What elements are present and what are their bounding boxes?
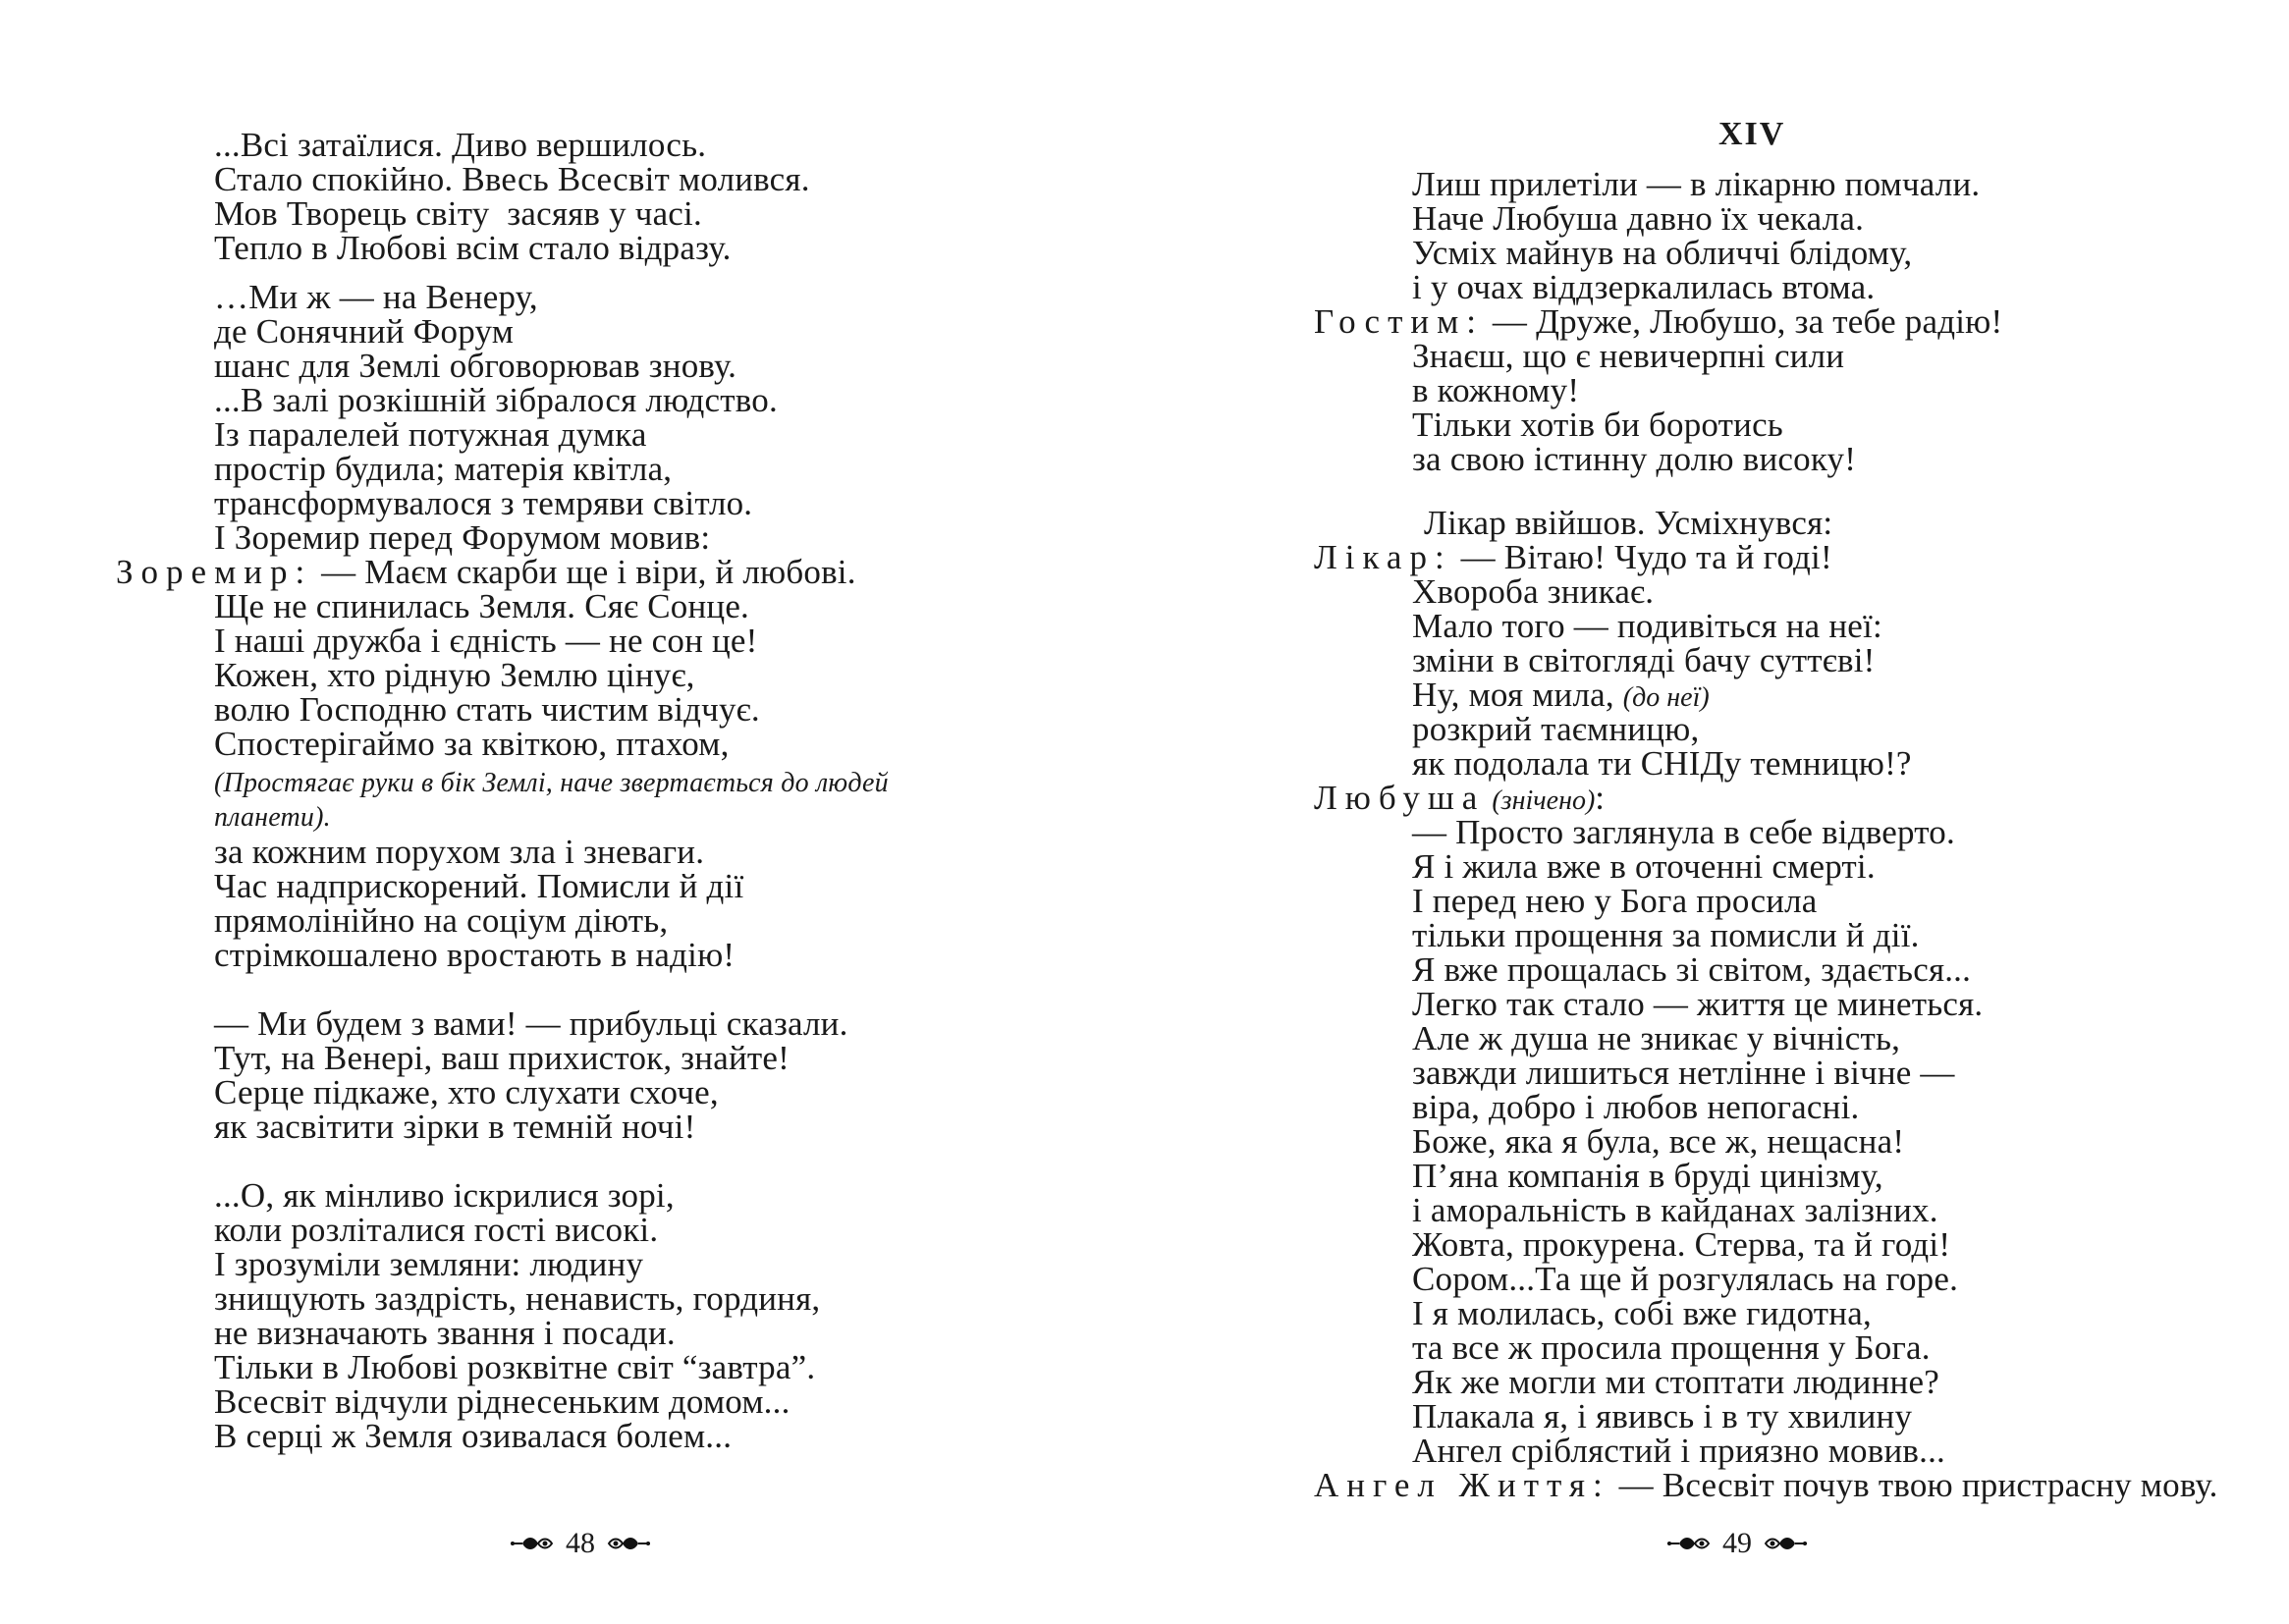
verse-line: Боже, яка я була, все ж, нещасна! [1412, 1122, 1905, 1161]
verse-line: І Зоремир перед Форумом мовив: [214, 518, 711, 557]
verse-line: Із паралелей потужная думка [214, 415, 647, 454]
verse-line: Але ж душа не зникає у вічність, [1412, 1019, 1901, 1057]
page-number [1665, 1527, 1809, 1560]
verse-line: ...О, як мінливо іскрилися зорі, [214, 1176, 675, 1215]
verse-line: віра, добро і любов непогасні. [1412, 1088, 1860, 1126]
page-number-text: 48 [566, 1527, 595, 1559]
verse-line: Я вже прощалась зі світом, здається... [1412, 950, 1972, 989]
verse-line: П’яна компанія в бруді цинізму, [1412, 1157, 1883, 1195]
stage-direction: (Простягає руки в бік Землі, наче звертається до людей [214, 768, 889, 798]
verse-line: Ще не спинилась Земля. Сяє Сонце. [214, 587, 749, 625]
verse-line: Сором...Та ще й розгулялась на горе. [1412, 1260, 1959, 1298]
ornament-right-icon [607, 1533, 652, 1554]
verse-line: Легко так стало — життя це минеться. [1412, 985, 1984, 1023]
verse-line: Плакала я, і явивсь і в ту хвилину [1412, 1397, 1913, 1435]
verse-line: — Просто заглянула в себе відверто. [1412, 813, 1955, 851]
speaker-name: Любуша [1314, 779, 1486, 817]
verse-line: Час надприскорений. Помисли й дії [214, 867, 744, 905]
verse-line: Тепло в Любові всім стало відразу. [214, 229, 732, 267]
speaker-name: Гостим: [1314, 302, 1484, 341]
verse-line: в кожному! [1412, 371, 1580, 409]
verse-line: …Ми ж — на Венеру, [214, 278, 538, 316]
verse-line: трансформувалося з темряви світло. [214, 484, 753, 522]
verse-line: Кожен, хто рідную Землю цінує, [214, 656, 695, 694]
verse-line: Всесвіт відчули ріднесеньким домом... [214, 1382, 790, 1421]
verse-line: прямолінійно на соціум діють, [214, 901, 669, 940]
page-number [509, 1527, 652, 1560]
verse-line: Мало того — подивіться на неї: [1412, 607, 1882, 645]
speaker-speech: — Всесвіт почув твою пристрасну мову. [1609, 1466, 2218, 1504]
stage-remark: (до неї) [1622, 682, 1710, 713]
verse-line: тільки прощення за помисли й дії. [1412, 916, 1920, 954]
verse-line: волю Господню стать чистим відчує. [214, 690, 760, 729]
verse-line: Тільки хотів би боротись [1412, 406, 1783, 444]
speaker-line [1314, 540, 1832, 575]
speaker-speech: — Вітаю! Чудо та й годі! [1451, 538, 1832, 576]
verse-line: за кожним порухом зла і зневаги. [214, 833, 705, 871]
verse-line: І перед нею у Бога просила [1412, 882, 1818, 920]
verse-line: Знаєш, що є невичерпні сили [1412, 337, 1845, 375]
verse-line: Мов Творець світу засяяв у часі. [214, 194, 702, 233]
page-number-text: 49 [1722, 1527, 1752, 1559]
verse-line: Тільки в Любові розквітне світ “завтра”. [214, 1348, 816, 1386]
chapter-heading: XIV [1718, 116, 1786, 152]
verse-line: Я і жила вже в оточенні смерті. [1412, 847, 1876, 886]
verse-line: В серці ж Земля озивалася болем... [214, 1417, 733, 1455]
verse-line: простір будила; матерія квітла, [214, 450, 673, 488]
verse-line: знищують заздрість, ненависть, гординя, [214, 1279, 821, 1318]
verse-line: І наші дружба і єдність — не сон це! [214, 622, 758, 660]
verse-line: Серце підкаже, хто слухати схоче, [214, 1073, 719, 1111]
speaker-name: Ангел Життя: [1314, 1466, 1610, 1504]
verse-line: як подолала ти СНІДу темницю!? [1412, 744, 1912, 783]
verse-line: Лиш прилетіли — в лікарню помчали. [1412, 165, 1981, 203]
verse-line: зміни в світогляді бачу суттєві! [1412, 641, 1876, 679]
verse-line: Стало спокійно. Ввесь Всесвіт молився. [214, 160, 810, 198]
verse-line: шанс для Землі обговорював знову. [214, 347, 737, 385]
verse-text: Ну, моя мила, [1412, 676, 1623, 714]
verse-line: Хвороба зникає. [1412, 572, 1655, 611]
ornament-left-icon [509, 1533, 554, 1554]
verse-line: коли розліталися гості високі. [214, 1211, 659, 1249]
speaker-name: Лікар: [1314, 538, 1452, 576]
verse-line: де Сонячний Форум [214, 312, 515, 351]
verse-line: стрімкошалено вростають в надію! [214, 936, 736, 974]
verse-line: І зрозуміли земляни: людину [214, 1245, 644, 1283]
ornament-right-icon [1764, 1533, 1809, 1554]
stage-direction: планети). [214, 802, 331, 833]
verse-line: завжди лишиться нетлінне і вічне — [1412, 1054, 1955, 1092]
speaker-line [1314, 304, 2002, 340]
verse-line: та все ж просила прощення у Бога. [1412, 1328, 1931, 1367]
verse-line: Наче Любуша давно їх чекала. [1412, 199, 1865, 238]
speaker-colon: : [1595, 779, 1606, 817]
verse-line: за свою істинну долю високу! [1412, 440, 1857, 478]
left-page [0, 0, 1144, 1624]
verse-line: Спостерігаймо за квіткою, птахом, [214, 725, 730, 763]
verse-line: Лікар ввійшов. Усміхнувся: [1424, 504, 1833, 542]
verse-line: ...В залі розкішній зібралося людство. [214, 381, 778, 419]
verse-line: і аморальність в кайданах залізних. [1412, 1191, 1938, 1229]
verse-line: ...Всі затаїлися. Диво вершилось. [214, 126, 707, 164]
verse-line: Жовта, прокурена. Стерва, та й годі! [1412, 1225, 1951, 1264]
right-page [1145, 0, 2289, 1624]
stage-remark: (знічено) [1485, 785, 1596, 816]
verse-line: Тут, на Венері, ваш прихисток, знайте! [214, 1039, 790, 1077]
verse-line: — Ми будем з вами! — прибульці сказали. [214, 1004, 848, 1043]
speaker-name: Зоремир: [116, 553, 313, 591]
verse-line: Ангел сріблястий і приязно мовив... [1412, 1432, 1945, 1470]
verse-line: Усміх майнув на обличчі блідому, [1412, 234, 1913, 272]
verse-line: не визначають звання і посади. [214, 1314, 676, 1352]
speaker-speech: — Маєм скарби ще і віри, й любові. [312, 553, 856, 591]
ornament-left-icon [1665, 1533, 1711, 1554]
speaker-line [116, 555, 856, 590]
verse-line: і у очах віддзеркалилась втома. [1412, 268, 1876, 306]
speaker-speech: — Друже, Любушо, за тебе радію! [1483, 302, 2003, 341]
verse-line: Як же могли ми стоптати людинне? [1412, 1363, 1939, 1401]
verse-line: як засвітити зірки в темній ночі! [214, 1108, 696, 1146]
verse-line: І я молилась, собі вже гидотна, [1412, 1294, 1872, 1332]
speaker-line [1314, 1468, 2218, 1503]
verse-line: розкрий таємницю, [1412, 710, 1700, 748]
